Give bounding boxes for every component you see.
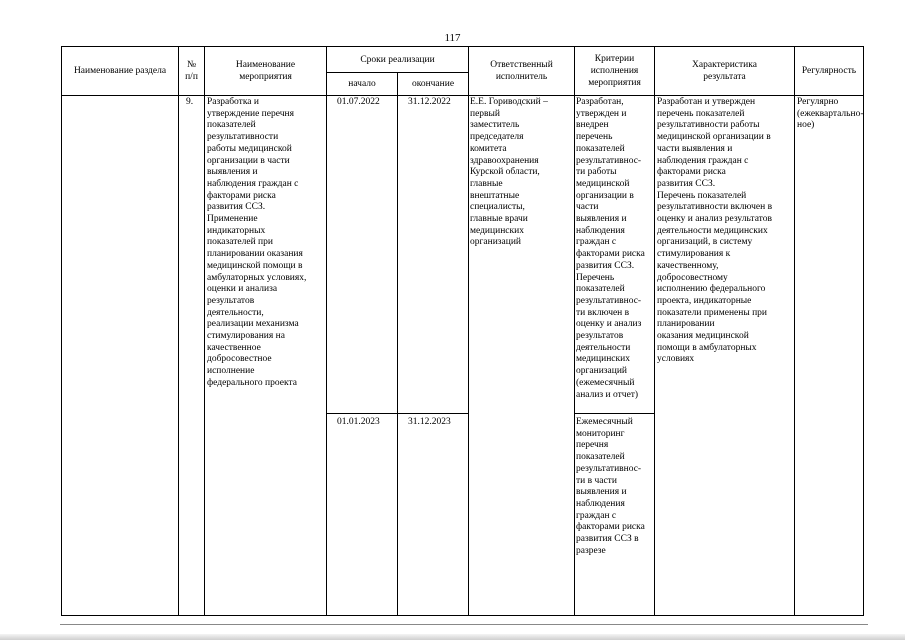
row-responsible: Е.Е. Гориводский – первый заместитель председателя комитета здравоохранения Курской области, главные внештатные специалисты, главные врачи медицинских организаций <box>470 97 548 248</box>
header-period: Сроки реализации <box>360 54 435 65</box>
row-start-date-1: 01.07.2022 <box>337 97 380 107</box>
row-end-date-1: 31.12.2022 <box>408 97 451 107</box>
header-regularity: Регулярность <box>801 66 857 76</box>
header-criteria: Критерии исполнения мероприятия <box>588 54 641 88</box>
row-regularity: Регулярно (ежеквартально- ное) <box>797 97 864 131</box>
scan-edge-shadow <box>0 634 905 640</box>
header-event: Наименование мероприятия <box>235 60 296 82</box>
header-start: начало <box>348 79 376 89</box>
row-number: 9. <box>186 97 194 107</box>
row-event: Разработка и утверждение перечня показателей результативности работы медицинской организации в части выявления и наблюдения граждан с факторами риска развития ССЗ. Применение индикаторных показателей при планировании оказания медицинской помощи в амбулаторных условиях, оценки и анализа результатов деятельности, реализации механизма стимулирования на качественное добросовестное исполнение федерального проекта <box>207 97 307 388</box>
header-responsible: Ответственный исполнитель <box>490 60 553 82</box>
row-criteria-1: Разработан, утвержден и внедрен перечень показателей результативнос- ти работы медицинской организации в части выявления и наблюдения граждан с факторами риска развития ССЗ. Перечень показателей результативнос- ти включен в оценку и анализ результатов деятельности медицинских организаций (ежемесячный анализ и отчет) <box>576 97 645 400</box>
page-number: 117 <box>444 32 461 44</box>
header-section: Наименование раздела <box>73 66 167 76</box>
row-start-date-2: 01.01.2023 <box>337 417 380 427</box>
row-result: Разработан и утвержден перечень показателей результативности работы медицинской организации в части выявления и наблюдения граждан с факторами риска развития ССЗ. Перечень показателей результативности включен в оценку и анализ результатов деятельности медицинских организаций, в систему стимулирования к качественному, добросовестному исполнению федерального проекта, индикаторные показатели применены при планировании оказания медицинской помощи в амбулаторных условиях <box>657 97 773 365</box>
header-result: Характеристика результата <box>692 60 757 82</box>
header-number: № п/п <box>185 60 198 82</box>
scan-edge-line <box>60 624 868 625</box>
row-end-date-2: 31.12.2023 <box>408 417 451 427</box>
header-end: окончание <box>411 79 455 89</box>
schedule-table <box>61 46 864 616</box>
row-criteria-2: Ежемесячный мониторинг перечня показателей результативнос- ти в части выявления и наблюдения граждан с факторами риска развития ССЗ в разрезе <box>576 417 645 556</box>
